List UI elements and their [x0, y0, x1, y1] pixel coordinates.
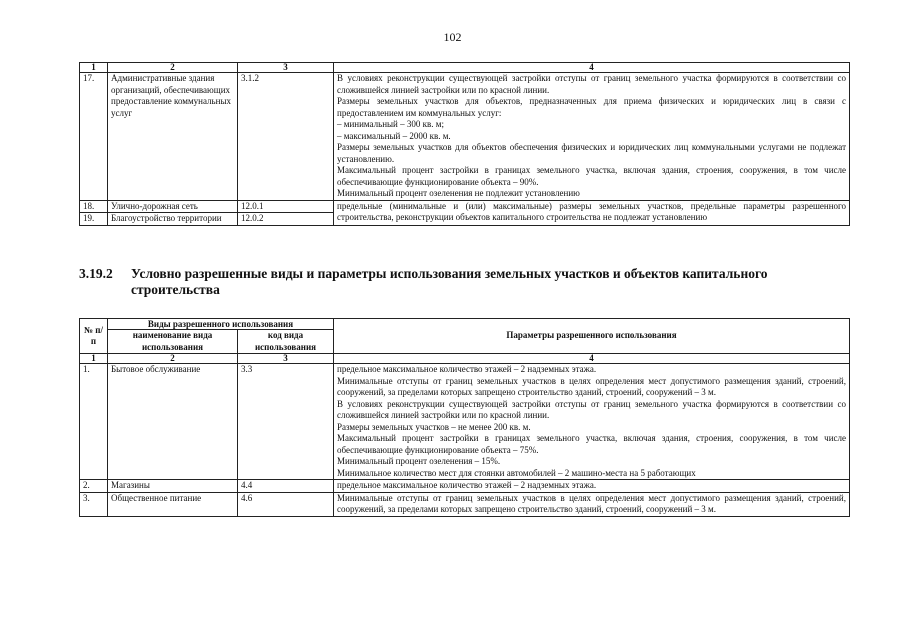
section-title: Условно разрешенные виды и параметры использования земельных участков и объектов капитального строительства — [131, 266, 768, 297]
table-header-row — [80, 319, 850, 330]
parameter-text: Максимальный процент застройки в границах земельного участка, включая здания, строения, сооружения, в том числе обеспечивающие функционирование объекта – 90%. — [337, 165, 846, 187]
column-number: 3 — [238, 354, 334, 364]
table-row — [80, 492, 850, 516]
parameter-text: Минимальные отступы от границ земельных участков в целях определения мест допустимого размещения зданий, строений, сооружений, за пределами которых запрещено строительство зданий, строений, сооружений – 3 м. — [337, 492, 846, 514]
row-number: 17. — [80, 73, 108, 201]
table-row — [80, 364, 850, 480]
use-parameters-merged: предельные (минимальные и (или) максимальные) размеры земельных участков, предельные параметры разрешенного строительства, реконструкции объектов капитального строительства не подлежат установлению — [334, 200, 850, 225]
header-parameters: Параметры разрешенного использования — [334, 319, 850, 354]
use-code: 3.3 — [238, 364, 334, 480]
parameter-list-item: – максимальный – 2000 кв. м. — [337, 130, 451, 141]
use-code: 3.1.2 — [238, 73, 334, 201]
use-name: Административные здания организаций, обеспечивающих предоставление коммунальных услуг — [108, 73, 238, 201]
row-number: 18. — [80, 200, 108, 213]
table-row — [80, 200, 850, 213]
row-number: 1. — [80, 364, 108, 480]
parameter-text: Минимальные отступы от границ земельных участков в целях определения мест допустимого размещения зданий, строений, сооружений, за пределами которых запрещено строительство зданий, строений, сооружений – 3 м. — [337, 375, 846, 397]
parameter-text: В условиях реконструкции существующей застройки отступы от границ земельного участка формируются в соответствии со сложившейся линией застройки или по красной линии. — [337, 398, 846, 420]
parameter-text: предельное максимальное количество этажей – 2 надземных этажа. — [337, 480, 597, 490]
header-use-types: Виды разрешенного использования — [108, 319, 334, 330]
header-use-code: код вида использования — [238, 330, 334, 354]
parameter-list-item: – минимальный – 300 кв. м; — [337, 119, 444, 129]
parameter-text: Размеры земельных участков для объектов, предназначенных для приема физических и юридических лиц в связи с предоставлением им коммунальных услуг: — [337, 96, 846, 118]
header-row-number: № п/п — [80, 319, 108, 354]
parameter-text: Минимальный процент озеленения – 15%. — [337, 456, 501, 466]
parameter-text: предельное максимальное количество этажей – 2 надземных этажа. — [337, 364, 597, 374]
parameter-text: Размеры земельных участков – не менее 200 кв. м. — [337, 421, 531, 432]
use-code: 4.6 — [238, 492, 334, 516]
use-name: Благоустройство территории — [108, 213, 238, 226]
column-number: 4 — [334, 354, 850, 364]
page-number: 102 — [443, 30, 462, 44]
use-name: Общественное питание — [108, 492, 238, 516]
parameter-text: В условиях реконструкции существующей застройки отступы от границ земельного участка формируются в соответствии со сложившейся линией застройки или по красной линии. — [337, 73, 846, 95]
use-code: 4.4 — [238, 480, 334, 493]
use-parameters — [334, 480, 850, 493]
column-number: 1 — [80, 63, 108, 73]
parameter-text: Максимальный процент застройки в границах земельного участка, включая здания, строения, сооружения, в том числе обеспечивающие функционирование объекта – 75%. — [337, 433, 846, 455]
table-row — [80, 73, 850, 201]
conditional-use-table — [79, 318, 850, 517]
parameter-text: Минимальное количество мест для стоянки автомобилей – 2 машино-места на 5 работающих — [337, 467, 696, 478]
use-name: Бытовое обслуживание — [108, 364, 238, 480]
column-number: 3 — [238, 63, 334, 73]
header-use-name: наименование вида использования — [108, 330, 238, 354]
row-number: 3. — [80, 492, 108, 516]
parameter-text: Размеры земельных участков для объектов обеспечения физических и юридических лиц коммунальными услугами не подлежат установлению. — [337, 142, 846, 164]
row-number: 2. — [80, 480, 108, 493]
column-number-row — [80, 354, 850, 364]
use-parameters — [334, 73, 850, 201]
column-number: 2 — [108, 354, 238, 364]
column-number: 2 — [108, 63, 238, 73]
column-number: 1 — [80, 354, 108, 364]
section-number: 3.19.2 — [79, 266, 113, 281]
permitted-use-table-continued — [79, 62, 850, 226]
use-name: Магазины — [108, 480, 238, 493]
parameter-text: Минимальный процент озеленения не подлежит установлению — [337, 188, 580, 198]
use-name: Улично-дорожная сеть — [108, 200, 238, 213]
column-number: 4 — [334, 63, 850, 73]
row-number: 19. — [80, 213, 108, 226]
use-parameters — [334, 364, 850, 480]
use-parameters — [334, 492, 850, 516]
use-code: 12.0.2 — [238, 213, 334, 226]
use-code: 12.0.1 — [238, 200, 334, 213]
table-row — [80, 480, 850, 493]
column-number-row — [80, 63, 850, 73]
